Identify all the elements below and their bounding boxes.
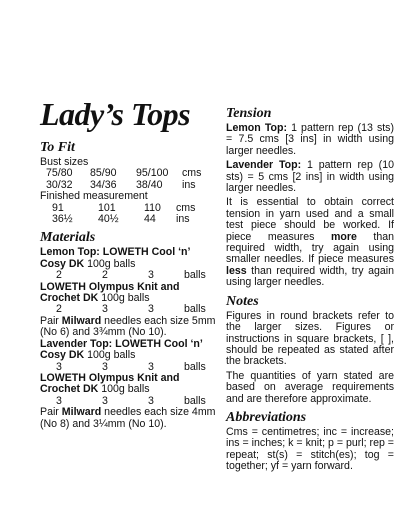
lavender-qty-1: 3: [56, 360, 62, 373]
finished-2: 101: [98, 201, 116, 214]
bust-size-3-ins: 38/40: [136, 178, 163, 191]
tension-more: more: [330, 230, 357, 243]
lavender-olympus-qty-1: 3: [56, 394, 62, 407]
lavender-olympus-weight: 100g balls: [98, 383, 150, 396]
bust-size-2: 85/90: [90, 167, 117, 180]
lemon-needles-brand: Milward: [61, 314, 102, 327]
finished-label: Finished measurement: [40, 190, 148, 203]
lavender-qty-unit: balls: [184, 360, 206, 373]
left-column: [40, 140, 220, 430]
tension-essential-c: than required width, try again using larger needles.: [226, 264, 394, 289]
lemon-yarn-weight: 100g balls: [84, 257, 136, 270]
lemon-qty-3: 3: [148, 269, 154, 282]
bust-unit: cms: [182, 167, 202, 180]
lemon-olympus-title: LOWETH Olympus Knit and: [40, 280, 180, 293]
lavender-needles-line2: (No 8) and 3¼mm (No 10).: [40, 417, 167, 430]
tension-lemon-label: Lemon Top:: [226, 122, 287, 134]
notes-heading: Notes: [226, 293, 259, 309]
bust-size-3: 95/100: [136, 167, 169, 180]
tension-lavender-label: Lavender Top:: [226, 159, 302, 172]
finished-row-ins: [40, 214, 220, 225]
lemon-qty-2: 2: [102, 269, 108, 282]
lavender-olympus-qty-3: 3: [148, 394, 154, 407]
tension-essential: [226, 197, 394, 288]
lemon-olympus-qty-unit: balls: [184, 303, 206, 316]
materials-heading: Materials: [40, 230, 96, 246]
lavender-olympus-qty-unit: balls: [184, 394, 206, 407]
lemon-yarn-quantities: [40, 270, 220, 281]
lemon-needles-pre: Pair: [40, 314, 62, 327]
lemon-needles-line2: (No 6) and 3¾mm (No 10).: [40, 326, 167, 339]
abbreviations-heading: Abbreviations: [226, 409, 307, 425]
lavender-needles-size: needles each size 4mm: [101, 406, 216, 419]
lemon-olympus-qty-3: 3: [148, 303, 154, 316]
abbreviations-text: Cms = centimetres; inc = increase; ins = inches; k = knit; p = purl; rep = repeat; st(s) = stitch(es); tog = together; yf = yarn forward.: [226, 425, 394, 473]
lemon-olympus-qty-1: 2: [56, 303, 62, 316]
lemon-needles-size: needles each size 5mm: [101, 314, 216, 327]
tension-lemon-text: 1 pattern rep (13 sts) = 7.5 cms [3 ins] in width using larger needles.: [226, 122, 395, 157]
finished-unit-ins: ins: [176, 213, 190, 226]
finished-3: 110: [144, 201, 161, 214]
right-column: [226, 106, 394, 476]
bust-size-1: 75/80: [46, 167, 73, 180]
lavender-needles-brand: Milward: [61, 406, 102, 419]
lavender-yarn-name: Cosy DK: [40, 349, 85, 362]
tension-heading: Tension: [226, 106, 272, 121]
lemon-olympus-name: Crochet DK: [40, 292, 99, 305]
page-title: Lady’s Tops: [40, 96, 191, 132]
tension-lavender: [226, 160, 394, 194]
tension-less: less: [226, 264, 247, 277]
lavender-olympus-title: LOWETH Olympus Knit and: [40, 371, 180, 384]
tension-essential-a: It is essential to obtain correct tension in yarn used and a small test piece should be worked. If piece measures: [226, 196, 394, 243]
tension-lemon: [226, 123, 394, 157]
finished-1-ins: 36½: [52, 213, 73, 226]
tension-essential-b: than required width, try again using smaller needles. If piece measures: [226, 230, 395, 266]
lavender-olympus-line2: [40, 384, 220, 395]
lemon-yarn-title: Lemon Top: LOWETH Cool ‘n’: [40, 246, 191, 259]
lemon-olympus-qty-2: 3: [102, 303, 108, 316]
lavender-yarn-line2: [40, 350, 220, 361]
lemon-olympus-weight: 100g balls: [98, 292, 150, 305]
bust-size-1-ins: 30/32: [46, 178, 73, 191]
finished-1: 91: [52, 201, 64, 214]
tension-lavender-text: 1 pattern rep (10 sts) = 5 cms [2 ins] in width using larger needles.: [226, 159, 394, 195]
lavender-qty-3: 3: [148, 360, 154, 373]
lemon-qty-unit: balls: [184, 269, 206, 282]
lavender-yarn-title: Lavender Top: LOWETH Cool ‘n’: [40, 337, 203, 350]
finished-3-ins: 44: [144, 213, 156, 226]
finished-2-ins: 40½: [98, 213, 119, 226]
bust-unit-ins: ins: [182, 178, 196, 191]
lemon-yarn-name: Cosy DK: [40, 257, 85, 270]
finished-unit: cms: [176, 201, 196, 214]
bust-sizes-label: Bust sizes: [40, 156, 89, 168]
bust-size-2-ins: 34/36: [90, 178, 117, 191]
lavender-olympus-name: Crochet DK: [40, 383, 99, 396]
to-fit-heading: To Fit: [40, 140, 75, 155]
notes-paragraph-2: The quantities of yarn stated are based on average requirements and are therefore approximate.: [226, 369, 394, 405]
lavender-yarn-weight: 100g balls: [84, 349, 136, 362]
lavender-needles-pre: Pair: [40, 406, 62, 419]
lavender-needles-line1: [40, 407, 220, 418]
notes-paragraph-1: Figures in round brackets refer to the larger sizes. Figures or instructions in square brackets, [ ], should be repeated as stated after the brackets.: [226, 309, 394, 368]
lemon-qty-1: 2: [56, 269, 62, 282]
lavender-olympus-qty-2: 3: [102, 394, 108, 407]
lavender-qty-2: 3: [102, 360, 108, 373]
